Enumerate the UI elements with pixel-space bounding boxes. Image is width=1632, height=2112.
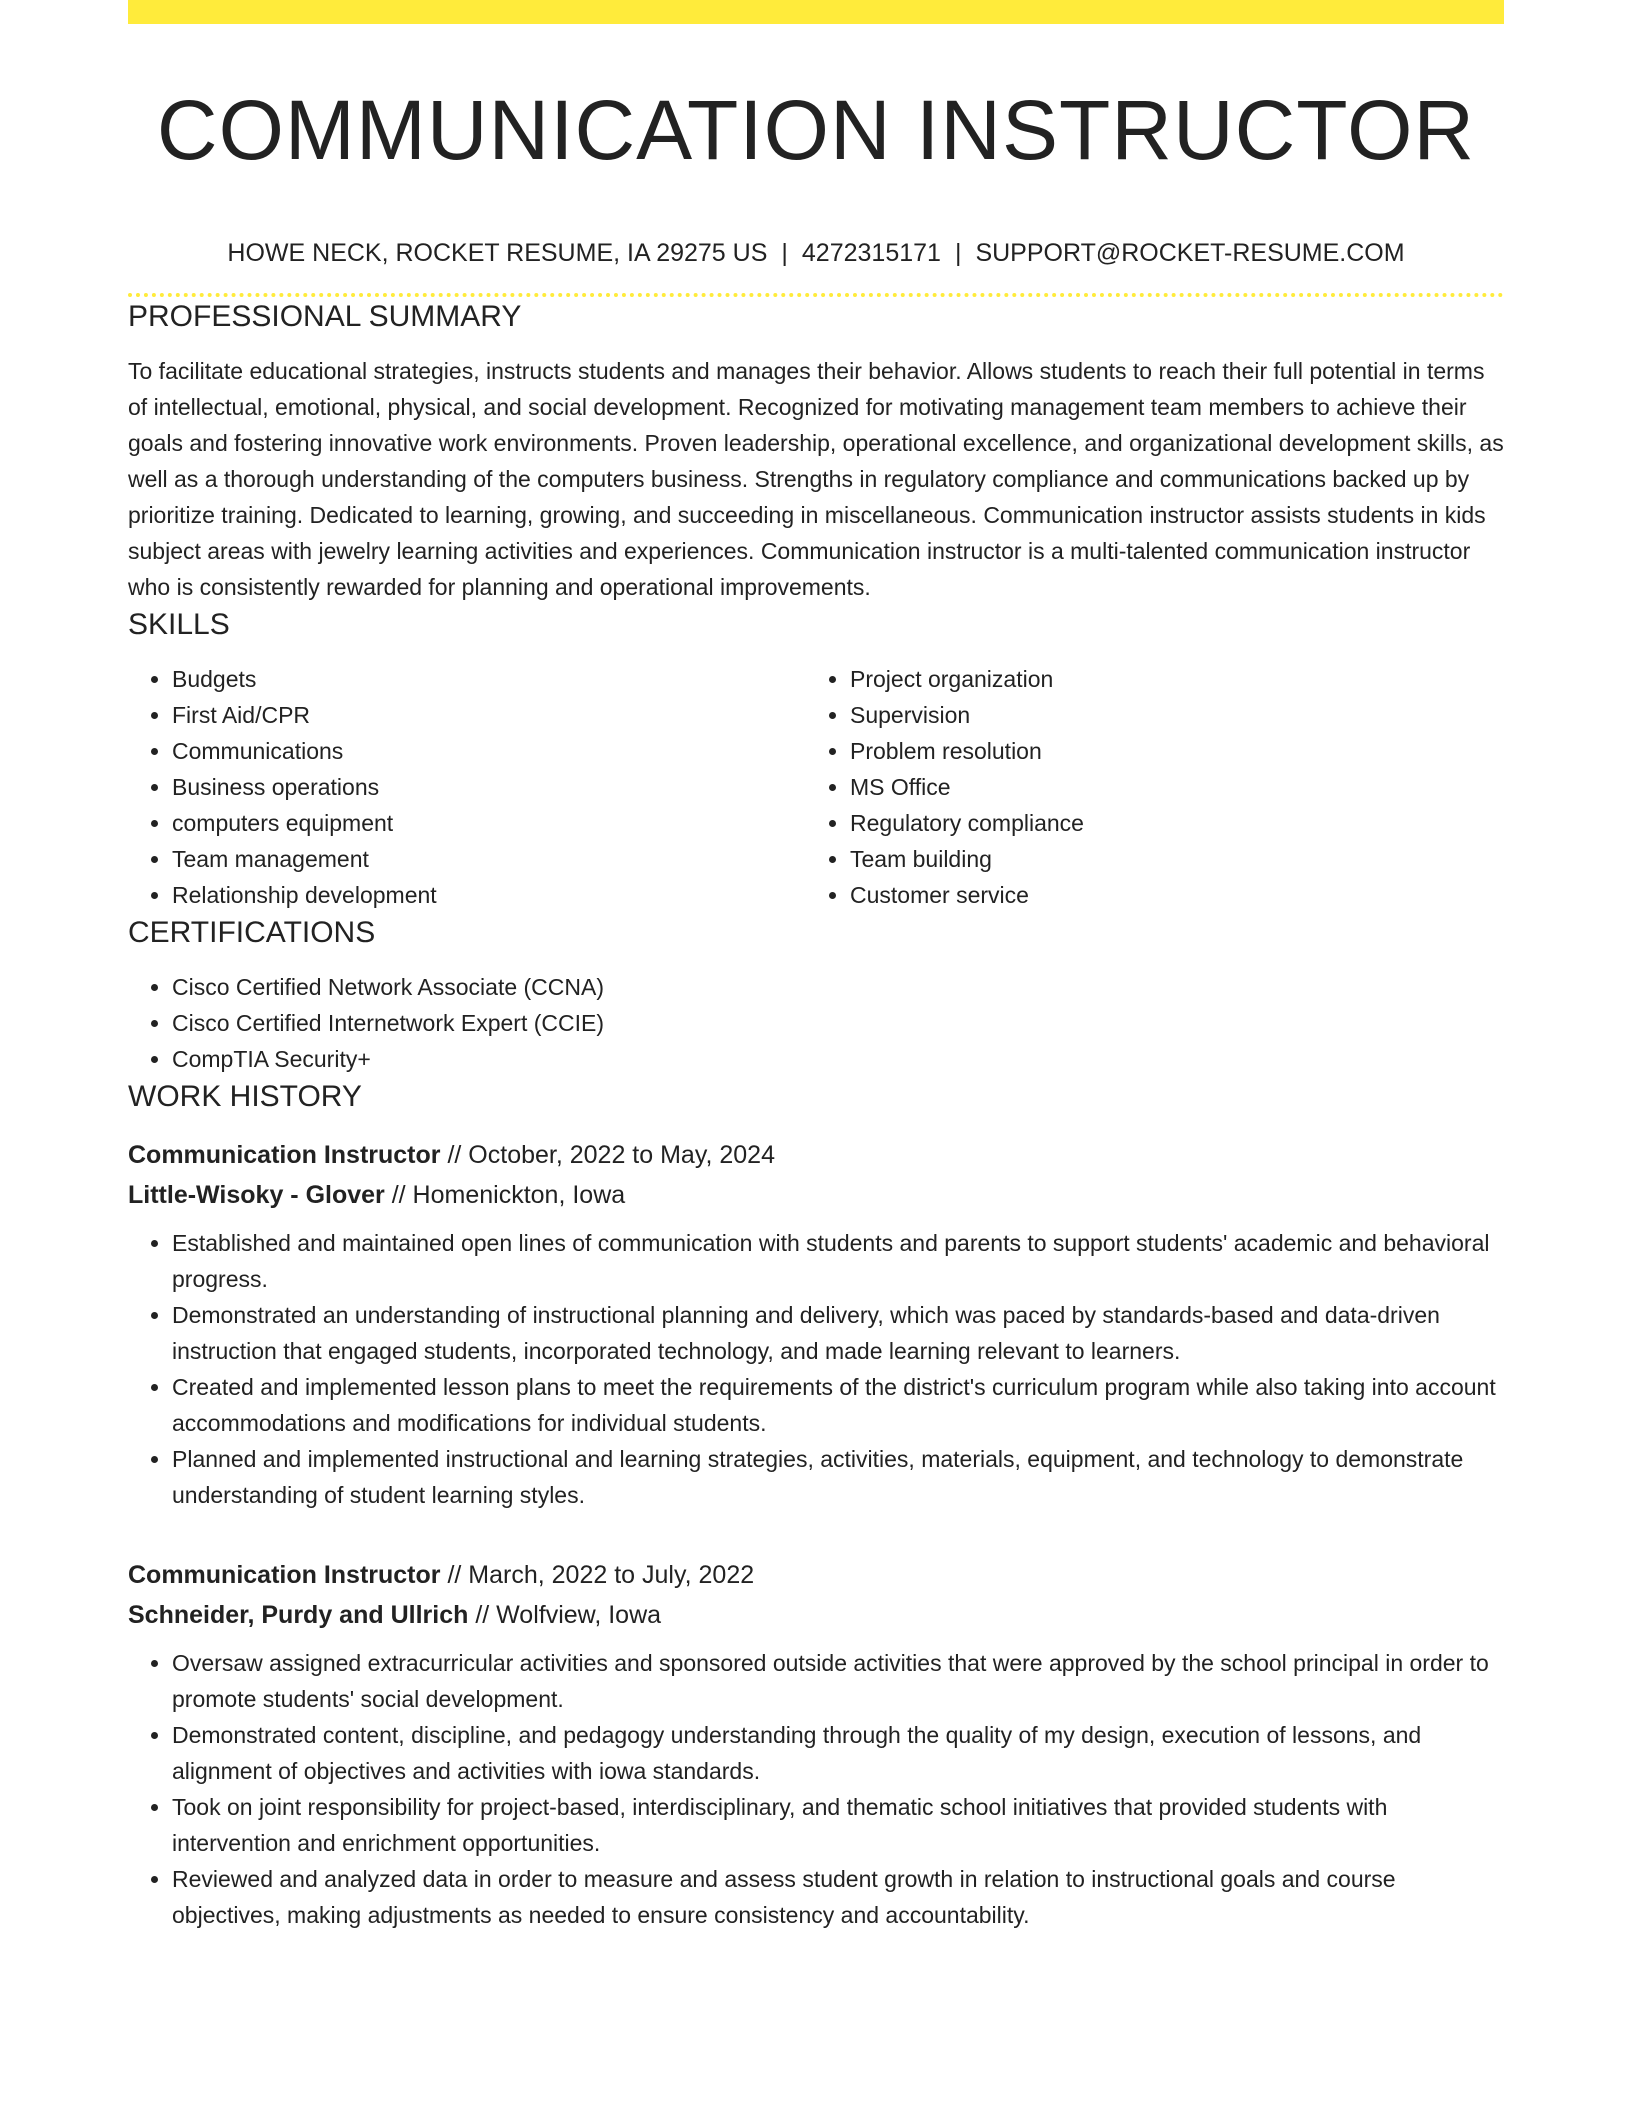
- job-title-line: [128, 1135, 1504, 1175]
- certification-item: • Cisco Certified Internetwork Expert (CCIE): [172, 1005, 1504, 1041]
- job-dates: // October, 2022 to May, 2024: [447, 1141, 775, 1169]
- job-duty: • Established and maintained open lines of communication with students and parents to support students' academic and behavioral progress.: [172, 1225, 1504, 1297]
- skills-left-list: [128, 661, 806, 913]
- certifications-list: [128, 969, 1504, 1077]
- job-entry: [128, 1555, 1504, 1933]
- skills-heading: SKILLS: [128, 608, 230, 641]
- resume-content: [128, 0, 1504, 1933]
- job-duty: • Demonstrated content, discipline, and pedagogy understanding through the quality of my design, execution of lessons, and alignment of objectives and activities with iowa standards.: [172, 1717, 1504, 1789]
- job-role: Communication Instructor: [128, 1141, 441, 1169]
- job-duties-list: [128, 1225, 1504, 1513]
- skill-item: • Problem resolution: [850, 733, 1484, 769]
- contact-address: HOWE NECK, ROCKET RESUME, IA 29275 US: [227, 239, 768, 267]
- job-duty: • Reviewed and analyzed data in order to measure and assess student growth in relation to instructional goals and course objectives, making adjustments as needed to ensure consistency and accountability.: [172, 1861, 1504, 1933]
- skill-item: • Supervision: [850, 697, 1484, 733]
- job-duties-list: [128, 1645, 1504, 1933]
- job-title-line: [128, 1555, 1504, 1595]
- skill-item: • Business operations: [172, 769, 806, 805]
- skill-item: • Customer service: [850, 877, 1484, 913]
- skill-item: • Communications: [172, 733, 806, 769]
- job-duty: • Created and implemented lesson plans to meet the requirements of the district's curriculum program while also taking into account accommodations and modifications for individual students.: [172, 1369, 1504, 1441]
- candidate-name: COMMUNICATION INSTRUCTOR: [156, 83, 1476, 177]
- certifications-heading: CERTIFICATIONS: [128, 916, 376, 949]
- contact-line: [128, 236, 1504, 270]
- job-company: Little-Wisoky - Glover: [128, 1181, 385, 1209]
- summary-text: To facilitate educational strategies, instructs students and manages their behavior. Allows students to reach their full potential in terms of intellectual, emotional, physical, and social development. Recognized for motivating management team members to achieve their goals and fostering innovative work environments. Proven leadership, operational excellence, and organizational development skills, as well as a thorough understanding of the computers business. Strengths in regulatory compliance and communications backed up by prioritize training. Dedicated to learning, growing, and succeeding in miscellaneous. Communication instructor assists students in kids subject areas with jewelry learning activities and experiences. Communication instructor is a multi-talented communication instructor who is consistently rewarded for planning and operational improvements.: [128, 358, 1504, 600]
- contact-phone: 4272315171: [801, 239, 941, 267]
- job-entry: [128, 1135, 1504, 1513]
- certification-item: • CompTIA Security+: [172, 1041, 1504, 1077]
- job-dates: // March, 2022 to July, 2022: [447, 1561, 755, 1589]
- skill-item: • Team building: [850, 841, 1484, 877]
- skill-item: • computers equipment: [172, 805, 806, 841]
- job-duty: • Oversaw assigned extracurricular activities and sponsored outside activities that were approved by the school principal in order to promote students' social development.: [172, 1645, 1504, 1717]
- skill-item: • MS Office: [850, 769, 1484, 805]
- certification-item: • Cisco Certified Network Associate (CCNA): [172, 969, 1504, 1005]
- job-company-line: [128, 1595, 1504, 1635]
- skill-item: • Team management: [172, 841, 806, 877]
- contact-separator: |: [781, 239, 788, 267]
- skill-item: • First Aid/CPR: [172, 697, 806, 733]
- job-location: // Wolfview, Iowa: [475, 1601, 662, 1629]
- job-duty: • Planned and implemented instructional and learning strategies, activities, materials, equipment, and technology to demonstrate understanding of student learning styles.: [172, 1441, 1504, 1513]
- job-company: Schneider, Purdy and Ullrich: [128, 1601, 469, 1629]
- contact-email: SUPPORT@ROCKET-RESUME.COM: [975, 239, 1405, 267]
- skill-item: • Project organization: [850, 661, 1484, 697]
- job-role: Communication Instructor: [128, 1561, 441, 1589]
- skills-right-list: [806, 661, 1484, 913]
- contact-separator: |: [954, 239, 962, 267]
- skill-item: • Relationship development: [172, 877, 806, 913]
- job-duty: • Demonstrated an understanding of instructional planning and delivery, which was paced by standards-based and data-driven instruction that engaged students, incorporated technology, and made learning relevant to learners.: [172, 1297, 1504, 1369]
- skills-columns: [128, 661, 1504, 913]
- skill-item: • Budgets: [172, 661, 806, 697]
- job-company-line: [128, 1175, 1504, 1215]
- work-history-heading: WORK HISTORY: [128, 1080, 362, 1113]
- summary-heading: PROFESSIONAL SUMMARY: [128, 300, 522, 333]
- skill-item: • Regulatory compliance: [850, 805, 1484, 841]
- job-location: // Homenickton, Iowa: [391, 1181, 626, 1209]
- job-duty: • Took on joint responsibility for project-based, interdisciplinary, and thematic school initiatives that provided students with intervention and enrichment opportunities.: [172, 1789, 1504, 1861]
